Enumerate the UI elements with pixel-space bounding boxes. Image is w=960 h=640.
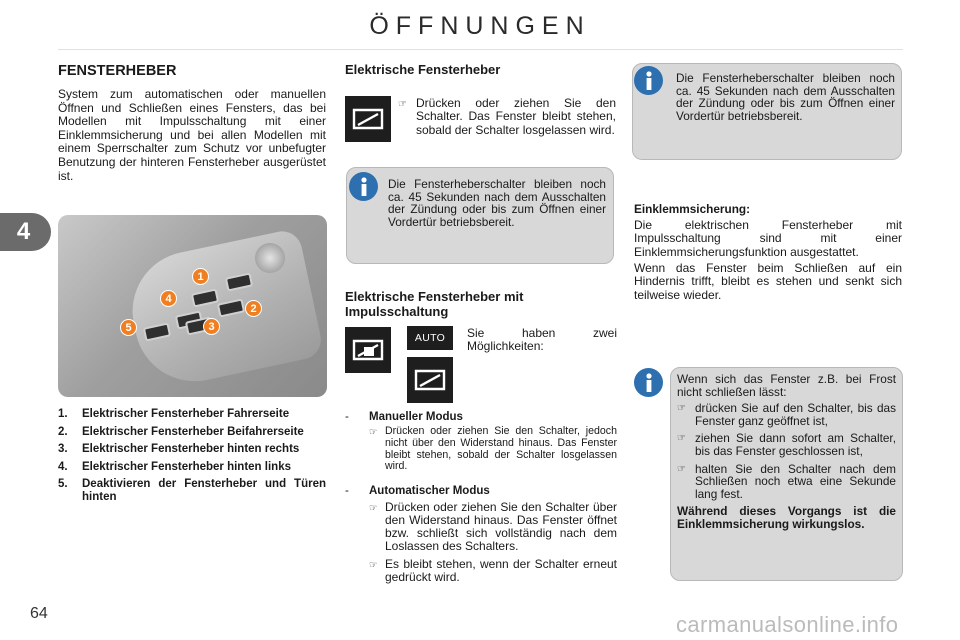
frost-intro: Wenn sich das Fenster z.B. bei Frost nicht schließen lässt: <box>677 372 896 399</box>
auto-badge: AUTO <box>407 326 453 350</box>
automatic-mode-title: Automatischer Modus <box>369 485 490 497</box>
info-icon <box>349 172 378 201</box>
hand-pointer-icon: ☞ <box>369 427 378 439</box>
anti-pinch-paragraph-1: Die elektrischen Fensterheber mit Impulsschaltung sind mit einer Einklemmsicherungsfunktion ausgestattet. <box>634 218 902 259</box>
section-heading-fensterheber: FENSTERHEBER <box>58 63 177 79</box>
callout-2: 2 <box>245 300 262 317</box>
info-text-middle: Die Fensterheberschalter bleiben noch ca. 45 Sekunden nach dem Ausschalten der Zündung oder bis zum Öffnen einer Vordertür betriebsbereit. <box>388 177 606 229</box>
manual-mode-title: Manueller Modus <box>369 411 463 423</box>
window-switch-icon-2 <box>407 357 453 403</box>
window-switch-icon <box>345 96 391 142</box>
hand-pointer-icon: ☞ <box>677 463 686 475</box>
callout-5: 5 <box>120 319 137 336</box>
hand-pointer-icon: ☞ <box>677 433 686 445</box>
legend-item: 5. Deaktivieren der Fensterheber und Türen hinten <box>58 478 326 503</box>
manual-mode: - Manueller Modus ☞ Drücken oder ziehen Sie den Schalter, jedoch nicht über den Widerstand hinaus. Das Fenster bleibt stehen, sobald der Schalter losgelassen wird. <box>345 411 617 473</box>
frost-warning: Während dieses Vorgangs ist die Einklemmsicherung wirkungslos. <box>677 504 896 531</box>
hand-pointer-icon: ☞ <box>677 403 686 415</box>
watermark: carmanualsonline.info <box>676 612 899 637</box>
hand-pointer-icon: ☞ <box>369 503 378 514</box>
hand-pointer-icon: ☞ <box>369 560 378 571</box>
callout-3: 3 <box>203 318 220 335</box>
window-auto-switch-icon <box>345 327 391 373</box>
legend-item: 4. Elektrischer Fensterheber hinten links <box>58 460 291 473</box>
title-divider <box>58 49 903 50</box>
switch-panel-photo <box>58 215 327 397</box>
automatic-mode: - Automatischer Modus ☞ Drücken oder ziehen Sie den Schalter über den Widerstand hinaus. Das Fenster öffnet bzw. schließt sich vollständig nach dem Loslassen des Schalters. ☞ Es bleibt stehen, wenn der Schalter erneut gedrückt wird. <box>345 485 617 584</box>
info-icon <box>634 66 663 95</box>
mirror-adjust-knob <box>255 243 285 273</box>
page-title: ÖFFNUNGEN <box>369 12 591 40</box>
page-number: 64 <box>30 605 48 622</box>
heading-impulse-windows: Elektrische Fensterheber mit Impulsschaltung <box>345 289 524 319</box>
switch-legend <box>58 408 326 509</box>
two-options-text: Sie haben zwei Möglichkeiten: <box>467 326 617 354</box>
info-icon <box>634 368 663 397</box>
intro-paragraph: System zum automatischen oder manuellen Öffnen und Schließen eines Fensters, das bei Modellen mit Impulsschaltung mit einer Einklemmsicherung und bei allen Modellen mit einem Sperrschalter zum Schutz vor unbefugter Benutzung der hinteren Fensterheber ausgerüstet ist. <box>58 87 326 183</box>
frost-info-text: Wenn sich das Fenster z.B. bei Frost nicht schließen lässt: ☞ drücken Sie auf den Schalter, bis das Fenster ganz geöffnet ist, ☞ ziehen Sie dann sofort am Schalter, bis das Fenster geschlossen ist, ☞ halten Sie den Schalter nach dem Schließen noch etwa eine Sekunde lang fest. Während dieses Vorgangs ist die Einklemmsicherung wirkungslos. <box>677 372 896 531</box>
anti-pinch-paragraph-2: Wenn das Fenster beim Schließen auf ein Hindernis trifft, bleibt es stehen und senkt sich teilweise wieder. <box>634 261 902 302</box>
chapter-tab: 4 <box>0 213 51 251</box>
callout-1: 1 <box>192 268 209 285</box>
legend-item: 1. Elektrischer Fensterheber Fahrerseite <box>58 408 290 420</box>
heading-anti-pinch: Einklemmsicherung: <box>634 202 751 216</box>
legend-item: 2. Elektrischer Fensterheber Beifahrerseite <box>58 425 304 438</box>
legend-item: 3. Elektrischer Fensterheber hinten rechts <box>58 443 300 456</box>
heading-electric-windows: Elektrische Fensterheber <box>345 62 501 77</box>
hand-pointer-icon: ☞ <box>398 99 407 110</box>
callout-4: 4 <box>160 290 177 307</box>
info-text-right-top: Die Fensterheberschalter bleiben noch ca. 45 Sekunden nach dem Ausschalten der Zündung oder bis zum Öffnen einer Vordertür betriebsbereit. <box>676 71 895 123</box>
electric-instruction: ☞ Drücken oder ziehen Sie den Schalter. Das Fenster bleibt stehen, sobald der Schalter losgelassen wird. <box>398 96 616 137</box>
